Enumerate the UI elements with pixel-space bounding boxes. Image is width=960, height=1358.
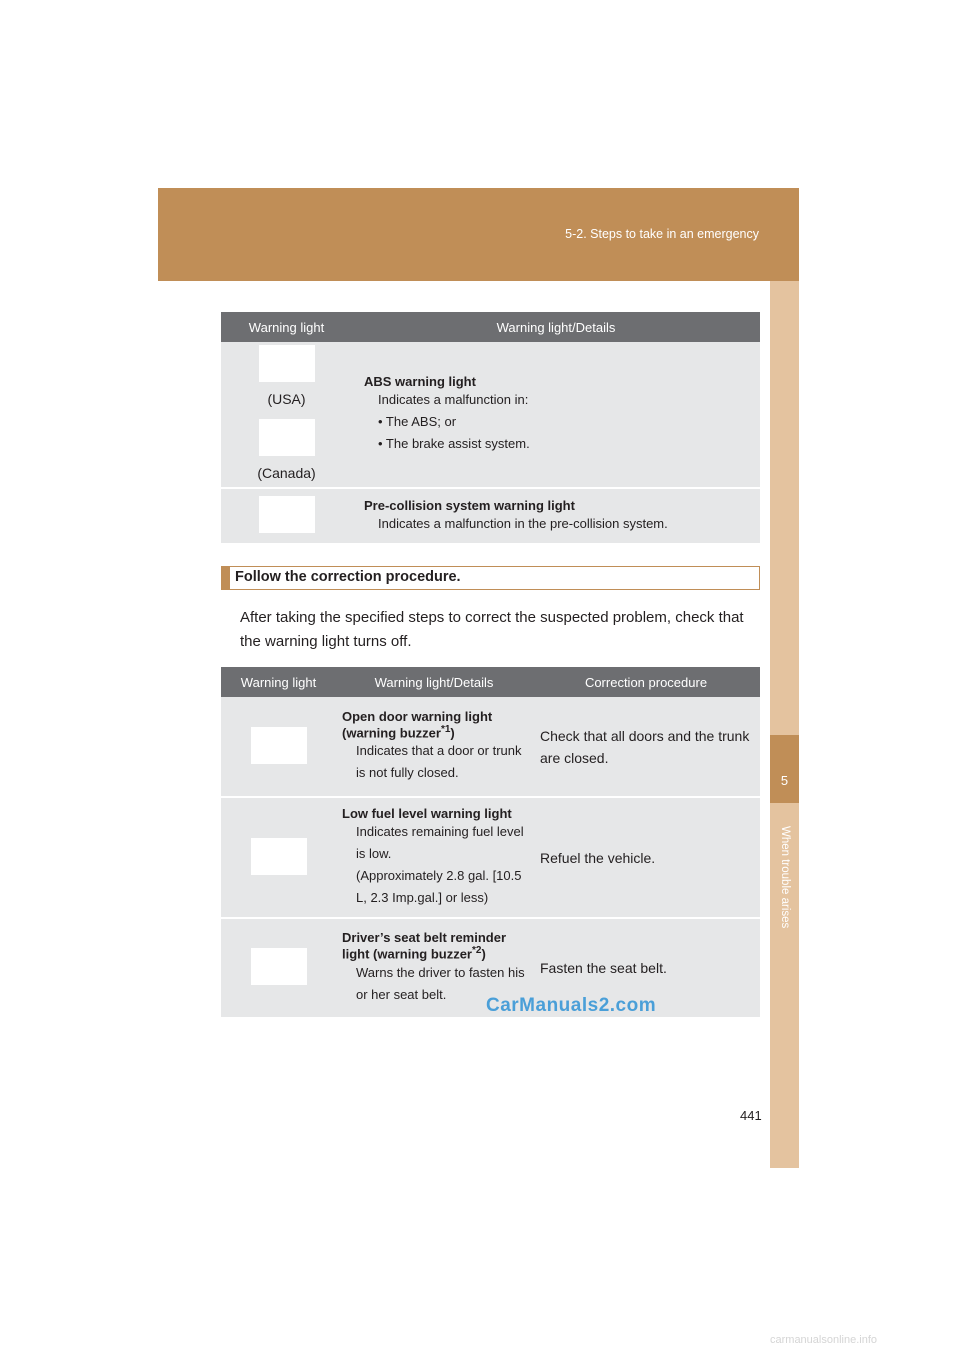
title-close: ) bbox=[481, 946, 486, 962]
details-cell bbox=[336, 797, 532, 918]
header-warning-light: Warning light bbox=[221, 312, 352, 342]
details-cell bbox=[336, 697, 532, 797]
section-title: 5-2. Steps to take in an emergency bbox=[565, 227, 759, 241]
region-label: (Canada) bbox=[257, 464, 316, 481]
detail-text: Warns the driver to fasten his or her seat belt. bbox=[356, 964, 525, 1002]
table-row bbox=[221, 342, 760, 488]
light-title: Pre-collision system warning light bbox=[364, 497, 575, 513]
icon-cell bbox=[221, 797, 336, 918]
pre-collision-warning-icon bbox=[259, 496, 315, 533]
light-title-text: Driver’s seat belt reminder light (warning buzzer bbox=[342, 930, 507, 962]
detail-text: (Approximately 2.8 gal. [10.5 L, 2.3 Imp.gal.] or less) bbox=[356, 868, 522, 905]
table-row bbox=[221, 697, 760, 797]
warning-table-1 bbox=[221, 312, 760, 545]
light-title: Low fuel level warning light bbox=[342, 806, 512, 821]
table-header-row bbox=[221, 312, 760, 342]
detail-text: Indicates that a door or trunk is not fully closed. bbox=[356, 743, 522, 781]
warning-table-2 bbox=[221, 667, 760, 1019]
side-strip bbox=[770, 281, 799, 1168]
icon-cell bbox=[221, 918, 336, 1018]
header-correction: Correction procedure bbox=[532, 667, 760, 697]
table-row bbox=[221, 488, 760, 544]
procedure-body: After taking the specified steps to correct the suspected problem, check that the warning light turns off. bbox=[240, 609, 744, 650]
low-fuel-warning-icon bbox=[251, 838, 307, 875]
footer-watermark[interactable]: carmanualsonline.info bbox=[770, 1334, 878, 1346]
procedure-heading: Follow the correction procedure. bbox=[235, 569, 461, 585]
detail-text: Indicates remaining fuel level is low. bbox=[356, 824, 524, 861]
detail-text: Indicates a malfunction in: bbox=[378, 392, 529, 407]
icon-cell bbox=[221, 342, 352, 488]
light-title bbox=[342, 930, 526, 961]
chapter-label: When trouble arises bbox=[779, 825, 791, 929]
bullet-item: • The ABS; or bbox=[378, 414, 457, 429]
detail-text: Indicates a malfunction in the pre-collision system. bbox=[378, 515, 668, 531]
footnote-ref: *2 bbox=[472, 945, 482, 957]
table-header-row bbox=[221, 667, 760, 697]
correction-cell: Refuel the vehicle. bbox=[532, 797, 760, 918]
light-title bbox=[342, 709, 526, 740]
correction-cell: Fasten the seat belt. bbox=[532, 918, 760, 1018]
details-cell bbox=[352, 342, 760, 488]
heading-accent-bar bbox=[222, 567, 230, 589]
correction-cell: Check that all doors and the trunk are closed. bbox=[532, 697, 760, 797]
light-title-text: Open door warning light (warning buzzer bbox=[342, 708, 493, 741]
header-warning-light: Warning light bbox=[221, 667, 336, 697]
header-details: Warning light/Details bbox=[336, 667, 532, 697]
table-row bbox=[221, 797, 760, 918]
bullet-item: • The brake assist system. bbox=[378, 436, 530, 451]
region-label: (USA) bbox=[267, 390, 306, 407]
header-details: Warning light/Details bbox=[352, 312, 760, 342]
open-door-warning-icon bbox=[251, 727, 307, 764]
page-number: 441 bbox=[740, 1108, 762, 1123]
watermark[interactable]: CarManuals2.com bbox=[486, 995, 657, 1016]
chapter-number: 5 bbox=[770, 735, 799, 803]
details-cell bbox=[352, 488, 760, 544]
light-title: ABS warning light bbox=[364, 374, 476, 389]
footnote-ref: *1 bbox=[440, 723, 451, 735]
icon-cell bbox=[221, 697, 336, 797]
title-close: ) bbox=[450, 725, 455, 741]
abs-warning-icon bbox=[259, 345, 315, 382]
header-band bbox=[158, 188, 799, 281]
seat-belt-reminder-icon bbox=[251, 948, 307, 985]
abs-warning-icon bbox=[259, 419, 315, 456]
icon-cell bbox=[221, 488, 352, 544]
procedure-heading-banner bbox=[221, 566, 760, 590]
